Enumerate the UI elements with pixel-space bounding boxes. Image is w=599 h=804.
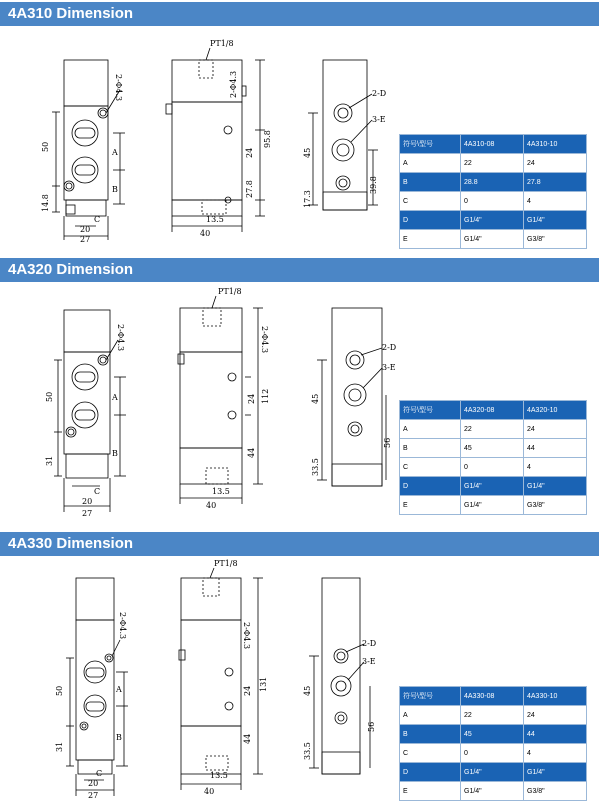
dim-20: 20 (80, 225, 91, 234)
table-cell: 45 (461, 725, 524, 744)
label-pt: PT1/8 (218, 287, 242, 296)
dim-39-8: 39.8 (369, 176, 378, 194)
label-c: C (94, 215, 101, 224)
table-cell: A (400, 154, 461, 173)
table-cell: 24 (524, 420, 587, 439)
dim-112: 112 (261, 388, 270, 404)
table-row (400, 420, 587, 439)
dim-hole: 2-Φ4.3 (118, 612, 127, 640)
table-row (400, 230, 587, 249)
table-cell: B (400, 725, 461, 744)
label-a: A (112, 393, 118, 402)
table-cell: G1/4" (524, 477, 587, 496)
table-cell: 符号\型号 (400, 401, 461, 420)
label-2d: 2-D (362, 639, 377, 648)
table-cell: 44 (524, 725, 587, 744)
table-cell: 45 (461, 439, 524, 458)
dimension-drawing-4a330 (0, 556, 400, 804)
dim-hole: 2-Φ4.3 (116, 324, 125, 352)
table-row (400, 439, 587, 458)
dim-27: 27 (80, 235, 91, 244)
table-cell: G1/4" (461, 211, 524, 230)
table-cell: 4A330-08 (461, 687, 524, 706)
label-2d: 2-D (382, 343, 397, 352)
dim-131: 131 (259, 676, 268, 692)
table-header-row (400, 135, 587, 154)
table-cell: D (400, 211, 461, 230)
table-cell: C (400, 744, 461, 763)
dim-40: 40 (204, 787, 215, 796)
label-2d: 2-D (372, 89, 387, 98)
table-cell: B (400, 439, 461, 458)
dim-31: 31 (55, 741, 64, 752)
dim-33-5: 33.5 (303, 742, 312, 760)
dim-hole: 2-Φ4.3 (114, 74, 123, 102)
table-cell: 4A310-10 (524, 135, 587, 154)
spec-table-4a330 (399, 686, 587, 801)
table-row (400, 211, 587, 230)
label-c: C (96, 769, 103, 778)
table-cell: 22 (461, 154, 524, 173)
section-title-4a330: 4A330 Dimension (0, 532, 599, 556)
dim-13-5: 13.5 (210, 771, 228, 780)
dim-56: 56 (367, 721, 376, 732)
table-row (400, 744, 587, 763)
dimension-drawing-4a310 (0, 0, 400, 250)
table-cell: E (400, 782, 461, 801)
table-row (400, 725, 587, 744)
table-cell: G1/4" (461, 496, 524, 515)
dim-27-8: 27.8 (245, 180, 254, 198)
dim-31: 31 (45, 455, 54, 466)
table-cell: 0 (461, 744, 524, 763)
dim-45: 45 (303, 147, 312, 158)
dim-44: 44 (247, 447, 256, 458)
section-title-4a320: 4A320 Dimension (0, 258, 599, 282)
table-cell: G3/8" (524, 496, 587, 515)
table-cell: G1/4" (524, 211, 587, 230)
table-cell: 4 (524, 458, 587, 477)
table-row (400, 782, 587, 801)
table-cell: 22 (461, 420, 524, 439)
dim-24: 24 (245, 147, 254, 158)
table-cell: 28.8 (461, 173, 524, 192)
table-cell: 27.8 (524, 173, 587, 192)
table-row (400, 458, 587, 477)
table-cell: G3/8" (524, 230, 587, 249)
table-row (400, 706, 587, 725)
table-cell: 4 (524, 744, 587, 763)
table-cell: 4A320-08 (461, 401, 524, 420)
dim-13-5: 13.5 (212, 487, 230, 496)
dim-44: 44 (243, 733, 252, 744)
table-cell: C (400, 458, 461, 477)
table-cell: 符号\型号 (400, 135, 461, 154)
label-pt: PT1/8 (214, 559, 238, 568)
table-cell: 符号\型号 (400, 687, 461, 706)
label-3e: 3-E (362, 657, 376, 666)
dim-40: 40 (200, 229, 211, 238)
table-row (400, 154, 587, 173)
label-b: B (112, 185, 118, 194)
dim-24: 24 (247, 393, 256, 404)
table-cell: 24 (524, 154, 587, 173)
table-cell: 0 (461, 192, 524, 211)
table-cell: 0 (461, 458, 524, 477)
label-3e: 3-E (372, 115, 386, 124)
table-cell: E (400, 230, 461, 249)
dim-40: 40 (206, 501, 217, 510)
dim-20: 20 (82, 497, 93, 506)
table-cell: 22 (461, 706, 524, 725)
dim-27: 27 (82, 509, 93, 518)
table-cell: 4 (524, 192, 587, 211)
dim-24: 24 (243, 685, 252, 696)
table-row (400, 173, 587, 192)
label-b: B (112, 449, 118, 458)
table-cell: D (400, 763, 461, 782)
dim-45: 45 (311, 393, 320, 404)
table-row (400, 477, 587, 496)
dim-50: 50 (55, 685, 64, 696)
dim-14-8: 14.8 (41, 194, 50, 212)
table-cell: 24 (524, 706, 587, 725)
table-cell: B (400, 173, 461, 192)
label-b: B (116, 733, 122, 742)
table-cell: E (400, 496, 461, 515)
table-cell: G1/4" (461, 477, 524, 496)
table-row (400, 496, 587, 515)
table-cell: 4A330-10 (524, 687, 587, 706)
dim-50: 50 (45, 391, 54, 402)
dim-hole-side: 2-Φ4.3 (229, 70, 238, 98)
table-cell: 4A320-10 (524, 401, 587, 420)
table-cell: D (400, 477, 461, 496)
table-cell: A (400, 706, 461, 725)
table-cell: G1/4" (461, 782, 524, 801)
dim-hole-side: 2-Φ4.3 (242, 622, 251, 650)
dim-33-5: 33.5 (311, 458, 320, 476)
table-cell: 44 (524, 439, 587, 458)
dim-20: 20 (88, 779, 99, 788)
dim-17-3: 17.3 (303, 190, 312, 208)
dimension-drawing-4a320 (0, 280, 400, 520)
table-cell: G1/4" (524, 763, 587, 782)
section-title-4a310: 4A310 Dimension (0, 2, 599, 26)
label-c: C (94, 487, 101, 496)
spec-table-4a320 (399, 400, 587, 515)
label-a: A (116, 685, 122, 694)
dim-50: 50 (41, 141, 50, 152)
dim-27: 27 (88, 791, 99, 800)
table-cell: G1/4" (461, 763, 524, 782)
table-cell: G3/8" (524, 782, 587, 801)
dim-13-5: 13.5 (206, 215, 224, 224)
dim-hole-side: 2-Φ4.3 (260, 326, 269, 354)
table-row (400, 763, 587, 782)
spec-table-4a310 (399, 134, 587, 249)
table-cell: A (400, 420, 461, 439)
dim-45: 45 (303, 685, 312, 696)
label-a: A (112, 148, 118, 157)
table-cell: C (400, 192, 461, 211)
label-pt: PT1/8 (210, 39, 234, 48)
table-row (400, 192, 587, 211)
table-cell: 4A310-08 (461, 135, 524, 154)
table-header-row (400, 687, 587, 706)
table-cell: G1/4" (461, 230, 524, 249)
label-3e: 3-E (382, 363, 396, 372)
table-header-row (400, 401, 587, 420)
dim-56: 56 (383, 437, 392, 448)
dim-95-8: 95.8 (263, 130, 272, 148)
